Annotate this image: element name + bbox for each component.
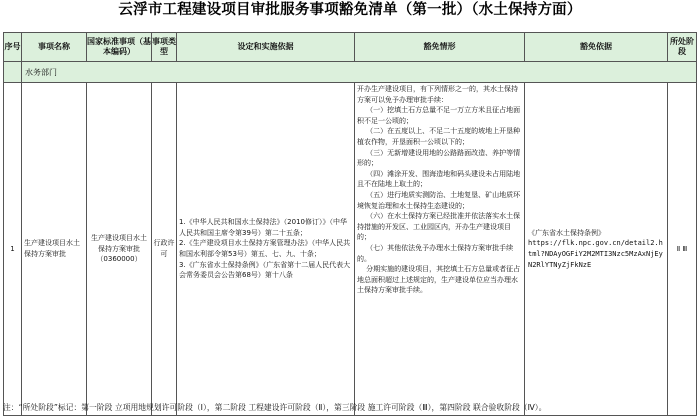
table-header-row [4, 33, 697, 62]
exempt-item: （五）进行地质实测防治、土地复垦、矿山地质环境恢复治理和水土保持生态建设的； [357, 190, 521, 210]
exempt-basis-title: 《广东省水土保持条例》 [528, 228, 605, 237]
exempt-item: （七）其他依法免予办理水土保持方案审批手续的。 [357, 243, 514, 263]
exemption-table [3, 32, 697, 416]
exempt-item: （六）在水土保持方案已经批准并依法落实水土保持措施的开发区、工业园区内，开办生产建设项目的； [357, 212, 521, 242]
exempt-item: （一）挖填土石方总量不足一万立方米且征占地面积不足一公顷的； [357, 106, 521, 125]
row-name: 生产建设项目水土保持方案审批 [22, 83, 87, 416]
row-code [87, 83, 152, 416]
row-basis [177, 83, 355, 416]
footnote: 注：“所处阶段”标记：第一阶段 立项用地规划许可阶段（Ⅰ），第二阶段 工程建设许可阶段（Ⅱ），第三阶段 施工许可阶段（Ⅲ），第四阶段 联合验收阶段（Ⅳ）。 [3, 403, 547, 412]
row-exempt-basis [525, 83, 668, 416]
basis-item: 1.《中华人民共和国水土保持法》（2010修订）》（中华人民共和国主席令第39号）第二十五条； [179, 218, 347, 237]
department-row [4, 62, 697, 83]
header-name: 事项名称 [22, 33, 87, 62]
basis-item: 2.《生产建设项目水土保持方案管理办法》（中华人民共和国水利部令第53号）第五、七、九、十条； [179, 239, 351, 258]
department-label: 水务部门 [22, 62, 697, 83]
header-basis: 设定和实施依据 [177, 33, 355, 62]
exempt-note: 分期实施的建设项目，其挖填土石方总量或者征占地总面积超过上述规定的，生产建设单位应当办理水土保持方案审批手续。 [357, 265, 521, 295]
row-stage: Ⅱ Ⅲ [668, 83, 697, 416]
row-type: 行政许可 [152, 83, 177, 416]
row-code-name: 生产建设项目水土保持方案审批 [91, 234, 147, 253]
row-exempt-conditions [355, 83, 525, 416]
header-type: 事项类型 [152, 33, 177, 62]
exempt-item: （四）滩涂开发、围海造地和码头建设未占用陆地且不在陆地上取土的； [357, 169, 521, 189]
basis-item: 3.《广东省水土保持条例》（广东省第十二届人民代表大会常务委员会公告第68号）第十八条 [179, 260, 351, 280]
exempt-intro: 开办生产建设项目，有下列情形之一的，其水土保持方案可以免予办理审批手续： [357, 85, 518, 104]
header-seq: 序号 [4, 33, 22, 62]
header-exempt-basis: 豁免依据 [525, 33, 668, 62]
table-row [4, 83, 697, 416]
row-seq: 1 [4, 83, 22, 416]
exempt-item: （三）无新增建设用地的公路路面改造、养护等情形的； [357, 148, 521, 168]
header-stage: 所处阶段 [668, 33, 697, 62]
row-code-number: （0360000） [96, 255, 142, 264]
page-title: 云浮市工程建设项目审批服务事项豁免清单（第一批）（水土保持方面） [118, 1, 582, 18]
header-code: 国家标准事项（基本编码） [87, 33, 152, 62]
exempt-basis-link[interactable]: https://flk.npc.gov.cn/detail2.html?NDAyOGFiY2M2MTI3Nzc5MzAxNjEyN2RlYTNyZjFkNzE [528, 239, 663, 269]
exempt-item: （二）在五度以上、不足二十五度的坡地上开垦种植农作物，开垦面积一公顷以下的； [357, 127, 521, 146]
header-exempt: 豁免情形 [355, 33, 525, 62]
